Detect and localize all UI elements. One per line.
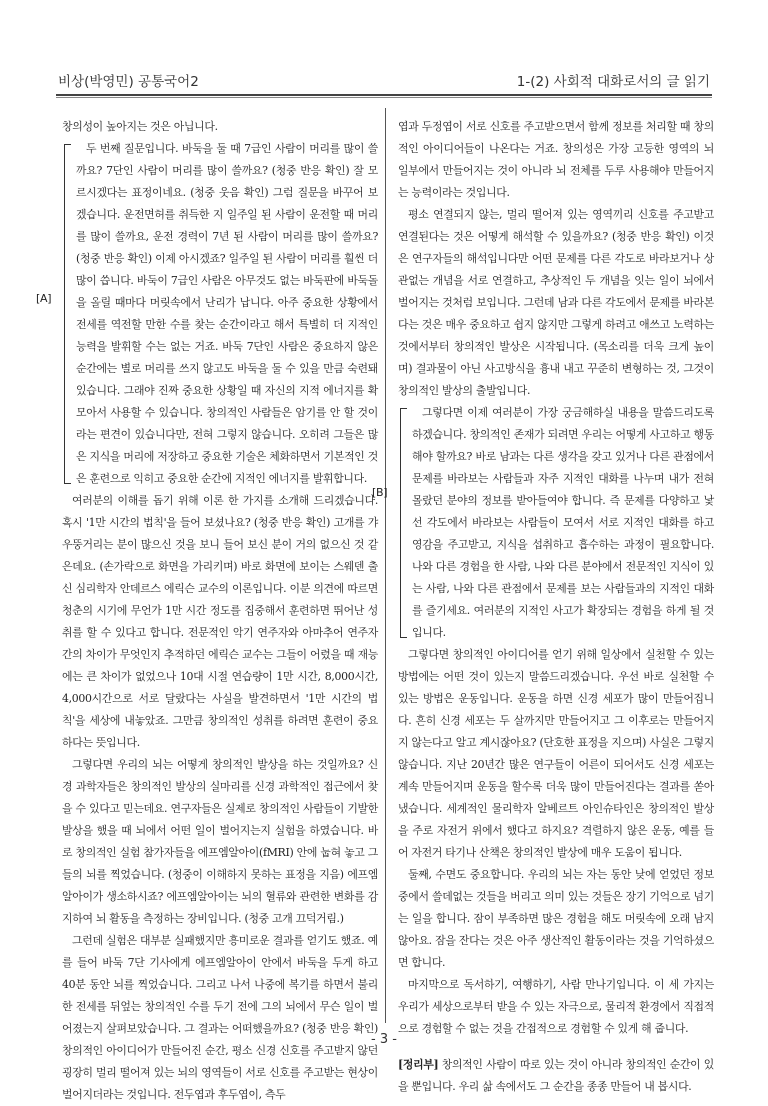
paragraph-bracket-a: 두 번째 질문입니다. 바둑을 둘 때 7급인 사람이 머리를 많이 쓸까요? 7단인 사람이 머리를 많이 쓸까요? (청중 반응 확인) 잘 모르시겠다는 표정이네요. (청중 웃음 확인) 그럼 질문을 바꾸어 보겠습니다. 운전면허를 취득한 지 일주일 된 사람이 운전할 때 머리를 많이 쓸까요, 운전 경력이 7년 된 사람이 머리를 많이 쓸까요? (청중 반응 확인) 이제 아시겠죠? 일주일 된 사람이 머리를 훨씬 더 많이 씁니다. 바둑이 7급인 사람은 아무것도 없는 바둑판에 바둑돌을 올릴 때마다 머릿속에서 난리가 납니다. 아주 중요한 상황에서 전세를 역전할 만한 수를 찾는 순간이라고 해서 특별히 더 지적인 능력을 발휘할 수는 없는 거죠. 바둑 7단인 사람은 중요하지 않은 순간에는 별로 머리를 쓰지 않고도 바둑을 둘 수 있을 만큼 숙련돼 있습니다. 그래야 진짜 중요한 상황일 때 자신의 지적 에너지를 확 모아서 사용할 수 있습니다. 창의적인 사람들은 암기를 안 할 것이라는 편견이 있습니다만, 전혀 그렇지 않습니다. 오히려 그들은 많은 지식을 머리에 저장하고 중요한 기술은 체화하면서 기본적인 것은 훈련으로 익히고 중요한 순간에 지적인 에너지를 발휘합니다.	[76, 142, 378, 485]
paragraph-bracket-b: 그렇다면 이제 여러분이 가장 궁금해하실 내용을 말씀드리도록 하겠습니다. 창의적인 존재가 되려면 우리는 어떻게 사고하고 행동해야 할까요? 바로 남과는 다른 생각을 갖고 있거나 다른 관점에서 문제를 바라보는 사람들과 자주 지적인 대화를 나누며 내가 전혀 몰랐던 분야의 정보를 받아들여야 합니다. 즉 문제를 다양하고 낯선 각도에서 바라보는 사람들이 모여서 서로 지적인 대화를 하고 영감을 주고받고, 지식을 섭취하고 흡수하는 과정이 필요합니다. 나와 다른 경험을 한 사람, 나와 다른 분야에서 전문적인 지식이 있는 사람, 나와 다른 관점에서 문제를 보는 사람들과의 지적인 대화를 즐기세요. 여러분의 지적인 사고가 확장되는 경험을 하게 될 것입니다.	[412, 406, 714, 639]
paragraph-reading-travel: 마지막으로 독서하기, 여행하기, 사람 만나기입니다. 이 세 가지는 우리가 세상으로부터 받을 수 있는 자극으로, 물리적 환경에서 직접적으로 경험할 수 없는 것을 간접적으로 경험할 수 있게 해 줍니다.	[398, 978, 714, 1035]
header-rule-thin	[56, 97, 712, 98]
left-column	[36, 116, 378, 1106]
bracket-a-label: [A]	[36, 292, 52, 305]
paragraph-neuroscience: 그렇다면 우리의 뇌는 어떻게 창의적인 발상을 하는 것일까요? 신경 과학자들은 창의적인 발상의 실마리를 신경 과학적인 접근에서 찾을 수 있다고 믿는데요. 연구자들은 실제로 창의적인 사람들이 기발한 발상을 했을 때 뇌에서 어떤 일이 벌어지는지 실험을 하였습니다. 바로 창의적인 실험 참가자들을 에프엠알아이(fMRI) 안에 눕혀 놓고 그들의 뇌를 찍었습니다. (청중이 이해하지 못하는 표정을 지음) 에프엠알아이가 생소하시죠? 에프엠알아이는 뇌의 혈류와 관련한 변화를 감지하여 뇌 활동을 측정하는 장비입니다. (청중 고개 끄덕거림.)	[62, 758, 378, 925]
paragraph-experiment: 그런데 실험은 대부분 실패했지만 흥미로운 결과를 얻기도 했죠. 예를 들어 바둑 7단 기사에게 에프엠알아이 안에서 바둑을 두게 하고 40분 동안 뇌를 찍었습니다. 그리고 나서 나중에 복기를 하면서 불리한 전세를 뒤엎는 창의적인 수를 두기 전에 그의 뇌에서 무슨 일이 벌어졌는지 살펴보았습니다. 그 결과는 어떠했을까요? (청중 반응 확인) 창의적인 아이디어가 만들어진 순간, 평소 신경 신호를 주고받지 않던 굉장히 멀리 떨어져 있는 뇌의 영역들이 서로 신호를 주고받는 현상이 벌어지더라는 것입니다. 전두엽과 후두엽이, 측두	[62, 934, 378, 1101]
paragraph-brain-regions: 엽과 두정엽이 서로 신호를 주고받으면서 함께 정보를 처리할 때 창의적인 아이디어들이 나온다는 거죠. 창의성은 가장 고등한 영역의 뇌 일부에서 만들어지는 것이 아니라 뇌 전체를 두루 사용해야 만들어지는 능력이라는 것입니다.	[398, 120, 714, 199]
paragraph-sleep: 둘째, 수면도 중요합니다. 우리의 뇌는 자는 동안 낮에 얻었던 정보 중에서 쓸데없는 것들을 버리고 의미 있는 것들은 장기 기억으로 넘기는 일을 합니다. 잠이 부족하면 많은 경험을 해도 머릿속에 오래 남지 않아요. 잠을 잔다는 것은 아주 생산적인 활동이라는 것을 기억하셨으면 합니다.	[398, 868, 714, 969]
paragraph-exercise: 그렇다면 창의적인 아이디어를 얻기 위해 일상에서 실천할 수 있는 방법에는 어떤 것이 있는지 말씀드리겠습니다. 우선 바로 실천할 수 있는 방법은 운동입니다. 운동을 하면 신경 세포가 많이 만들어집니다. 흔히 신경 세포는 두 살까지만 만들어지고 그 이후로는 만들어지지 않는다고 알고 계시잖아요? (단호한 표정을 지으며) 사실은 그렇지 않습니다. 지난 20년간 많은 연구들이 어른이 되어서도 신경 세포는 계속 만들어지며 운동을 할수록 더욱 많이 만들어진다는 결과를 쏟아 냈습니다. 세계적인 물리학자 알베르트 아인슈타인은 창의적인 발상을 주로 자전거 위에서 했다고 하지요? 격렬하지 않은 운동, 예를 들어 자전거 타기나 산책은 창의적인 발상에 매우 도움이 됩니다.	[398, 648, 714, 859]
header-textbook-title: 비상(박영민) 공통국어2	[58, 74, 199, 90]
summary-label: [정리부]	[398, 1058, 439, 1071]
summary-paragraph	[398, 1054, 714, 1098]
bracket-a	[36, 138, 378, 490]
paragraph-intro: 창의성이 높아지는 것은 아닙니다.	[62, 120, 218, 133]
paragraph-connection: 평소 연결되지 않는, 멀리 떨어져 있는 영역끼리 신호를 주고받고 연결된다는 것은 어떻게 해석할 수 있을까요? (청중 반응 확인) 이것은 연구자들의 해석입니다만 어떤 문제를 다른 각도로 바라보거나 상관없는 개념을 서로 연결하고, 추상적인 두 개념을 잇는 일이 뇌에서 벌어지는 것처럼 보입니다. 그런데 남과 다른 각도에서 문제를 바라본다는 것은 매우 중요하고 쉽지 않지만 그렇게 하려고 애쓰고 노력하는 것에서부터 창의적인 발상은 시작됩니다. (목소리를 더욱 크게 높이며) 결과물이 아닌 사고방식을 흉내 내고 꾸준히 변형하는 것, 그것이 창의적인 발상의 출발입니다.	[398, 208, 714, 397]
right-column	[372, 116, 714, 1098]
column-divider	[385, 108, 386, 1023]
bracket-b-label: [B]	[372, 486, 388, 499]
summary-text: 창의적인 사람이 따로 있는 것이 아니라 창의적인 순간이 있을 뿐입니다. 우리 삶 속에서도 그 순간을 종종 만들어 내 봅시다.	[398, 1058, 714, 1093]
bracket-b	[372, 402, 714, 644]
header-chapter-title: 1-(2) 사회적 대화로서의 글 읽기	[516, 74, 710, 90]
paragraph-10000-hours: 여러분의 이해를 돕기 위해 이론 한 가지를 소개해 드리겠습니다. 혹시 '1만 시간의 법칙'을 들어 보셨나요? (청중 반응 확인) 고개를 갸우뚱거리는 분이 많으신 것을 보니 들어 보신 분이 거의 없으신 것 같은데요. (손가락으로 화면을 가리키며) 바로 화면에 보이는 스웨덴 출신 심리학자 안데르스 에릭슨 교수의 이론입니다. 이분 의견에 따르면 청춘의 시기에 무언가 1만 시간 정도를 집중해서 훈련하면 뛰어난 성취를 할 수 있다고 합니다. 전문적인 악기 연주자와 아마추어 연주자 간의 차이가 무엇인지 추적하던 에릭슨 교수는 그들이 어렸을 때 재능에는 큰 차이가 없었으나 10대 시절 연습량이 1만 시간, 8,000시간, 4,000시간으로 서로 달랐다는 사실을 발견하면서 '1만 시간의 법칙'을 세상에 내놓았죠. 그만큼 창의적인 성취를 하려면 훈련이 중요하다는 뜻입니다.	[62, 494, 378, 749]
header-rule	[56, 94, 712, 96]
page-number: - 3 -	[371, 1032, 397, 1047]
